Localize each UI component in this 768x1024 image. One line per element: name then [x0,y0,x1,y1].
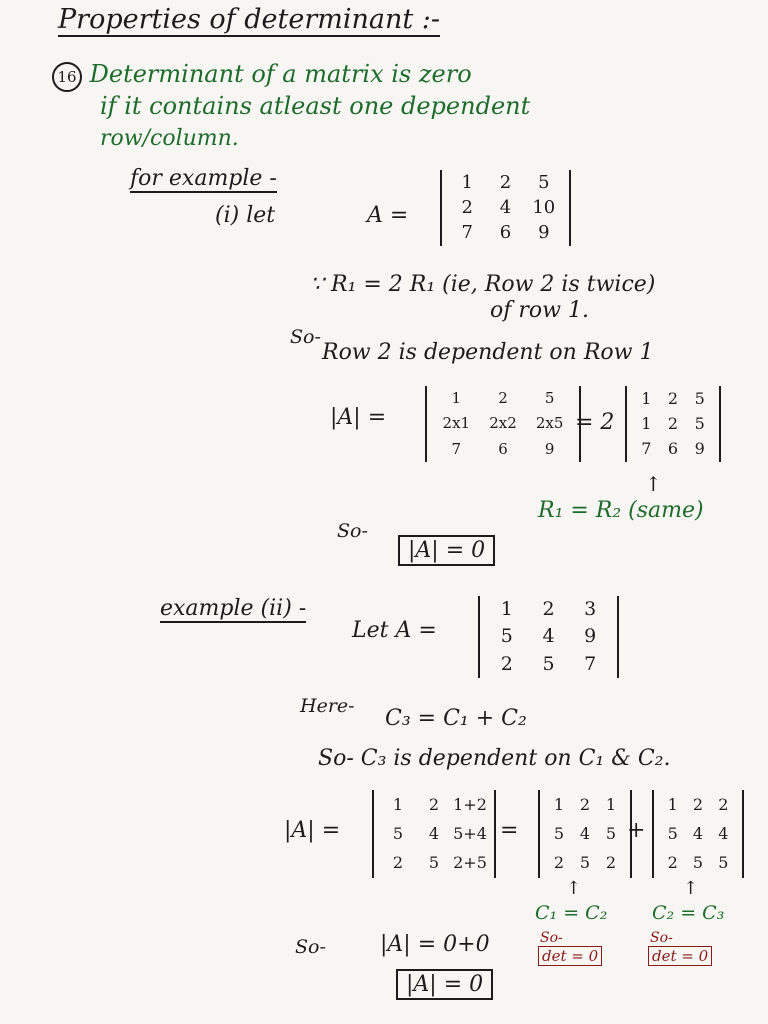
matrix-entry: 2+5 [453,853,487,873]
twice-note-cont: of row 1. [490,298,589,323]
matrix-column-sum [372,790,496,878]
matrix-entry: 9 [544,439,555,458]
property-line-3: row/column. [100,126,239,151]
matrix-entry: 5 [392,823,404,843]
so-small-a: So- [540,930,563,946]
matrix-entry: 2 [667,413,679,433]
matrix-entry: 2 [500,652,513,675]
matrix-entry: 2 [692,794,704,814]
arrow-up-icon: ↑ [566,878,582,899]
matrix-entry: 2 [579,794,591,814]
times-two: = 2 [575,410,615,435]
matrix-entry: 1 [500,598,513,621]
matrix-entry: 9 [538,222,550,244]
matrix-same-rows [625,386,721,462]
matrix-entry: 5 [718,853,729,873]
matrix-entry: 6 [499,222,512,244]
matrix-entry: 5 [544,389,555,408]
property-line-1: 16 Determinant of a matrix is zero [52,60,472,92]
matrix-split-a [538,790,632,878]
matrix-entry: 5 [667,823,678,843]
matrix-entry: 2 [392,853,404,873]
here-label: Here- [300,695,355,717]
matrix-entry: 5 [538,171,550,193]
det-lhs-1: |A| = [330,405,387,430]
so-small-b: So- [650,930,673,946]
example-2-lhs: Let A = [352,618,437,643]
matrix-entry: 1 [553,794,565,814]
matrix-entry: 4 [692,823,704,843]
matrix-entry: 4 [542,625,555,648]
matrix-entry: 5 [694,388,705,408]
matrix-entry: 2 [667,388,679,408]
matrix-entry: 10 [532,196,556,218]
column-dependent-statement: So- C₃ is dependent on C₁ & C₂. [318,746,671,771]
matrix-entry: 2 [461,196,473,218]
example-1-label: (i) let [215,203,276,228]
matrix-entry: 2 [718,794,729,814]
matrix-entry: 1 [451,389,462,408]
matrix-entry: 5 [542,652,555,675]
arrow-up-icon: ↑ [683,878,699,899]
property-line-2: if it contains atleast one dependent [100,92,531,120]
so-label-2: So- [337,520,368,542]
plus-sign: + [627,818,646,843]
matrix-entry: 9 [584,625,597,648]
matrix-entry: 5 [500,625,513,648]
matrix-entry: 6 [498,439,508,458]
matrix-a-example-1 [440,170,571,246]
matrix-entry: 2 [553,853,565,873]
matrix-entry: 5 [694,413,705,433]
matrix-entry: 1+2 [453,794,487,814]
matrix-entry: 7 [461,222,473,244]
matrix-entry: 7 [451,439,462,458]
matrix-entry: 4 [499,196,512,218]
matrix-entry: 2x2 [489,414,517,433]
columns-equal-note-b: C₂ = C₃ [652,902,725,924]
matrix-expanded [425,386,581,462]
matrix-entry: 3 [584,598,597,621]
rows-same-note: R₁ = R₂ (same) [538,498,704,523]
matrix-entry: 2x5 [535,414,564,433]
page-title: Properties of determinant :- [58,4,440,35]
column-relation: C₃ = C₁ + C₂ [385,706,527,731]
matrix-entry: 1 [641,388,652,408]
example-2-heading: example (ii) - [160,596,307,621]
matrix-entry: 1 [667,794,678,814]
dependent-statement: Row 2 is dependent on Row 1 [322,340,654,365]
matrix-entry: 1 [461,171,473,193]
matrix-entry: 2 [605,853,617,873]
matrix-a-example-2 [478,596,619,678]
matrix-entry: 1 [392,794,404,814]
matrix-entry: 2 [499,171,512,193]
columns-equal-note-a: C₁ = C₂ [535,902,608,924]
matrix-entry: 1 [605,794,617,814]
example-1-heading: for example - [130,166,277,191]
matrix-entry: 2 [667,853,678,873]
twice-note: ∵ R₁ = 2 R₁ (ie, Row 2 is twice) [310,272,656,297]
matrix-entry: 9 [694,439,705,459]
matrix-entry: 5 [553,823,565,843]
matrix-entry: 1 [641,413,652,433]
example-1-lhs: A = [367,203,409,228]
result-example-1: |A| = 0 [398,538,495,563]
matrix-entry: 5 [579,853,591,873]
matrix-entry: 2x1 [442,414,471,433]
arrow-up-icon: ↑ [645,472,662,496]
matrix-split-b [652,790,744,878]
matrix-entry: 7 [584,652,597,675]
matrix-entry: 2 [428,794,440,814]
matrix-entry: 5 [605,823,617,843]
matrix-entry: 6 [667,439,679,459]
matrix-entry: 4 [428,823,440,843]
matrix-entry: 7 [641,439,652,459]
det-zero-a: det = 0 [538,946,602,965]
equals-sign: = [500,818,519,843]
so-label-3: So- [295,936,326,958]
matrix-entry: 5 [692,853,704,873]
matrix-entry: 2 [498,389,508,408]
matrix-entry: 4 [579,823,591,843]
matrix-entry: 2 [542,598,555,621]
result-example-2: |A| = 0 [396,972,493,997]
matrix-entry: 5 [428,853,440,873]
matrix-entry: 4 [718,823,729,843]
det-lhs-2: |A| = [284,818,341,843]
property-number-badge: 16 [52,62,82,92]
det-sum: |A| = 0+0 [380,932,490,957]
so-label-1: So- [290,326,321,348]
matrix-entry: 5+4 [453,823,487,843]
det-zero-b: det = 0 [648,946,712,965]
